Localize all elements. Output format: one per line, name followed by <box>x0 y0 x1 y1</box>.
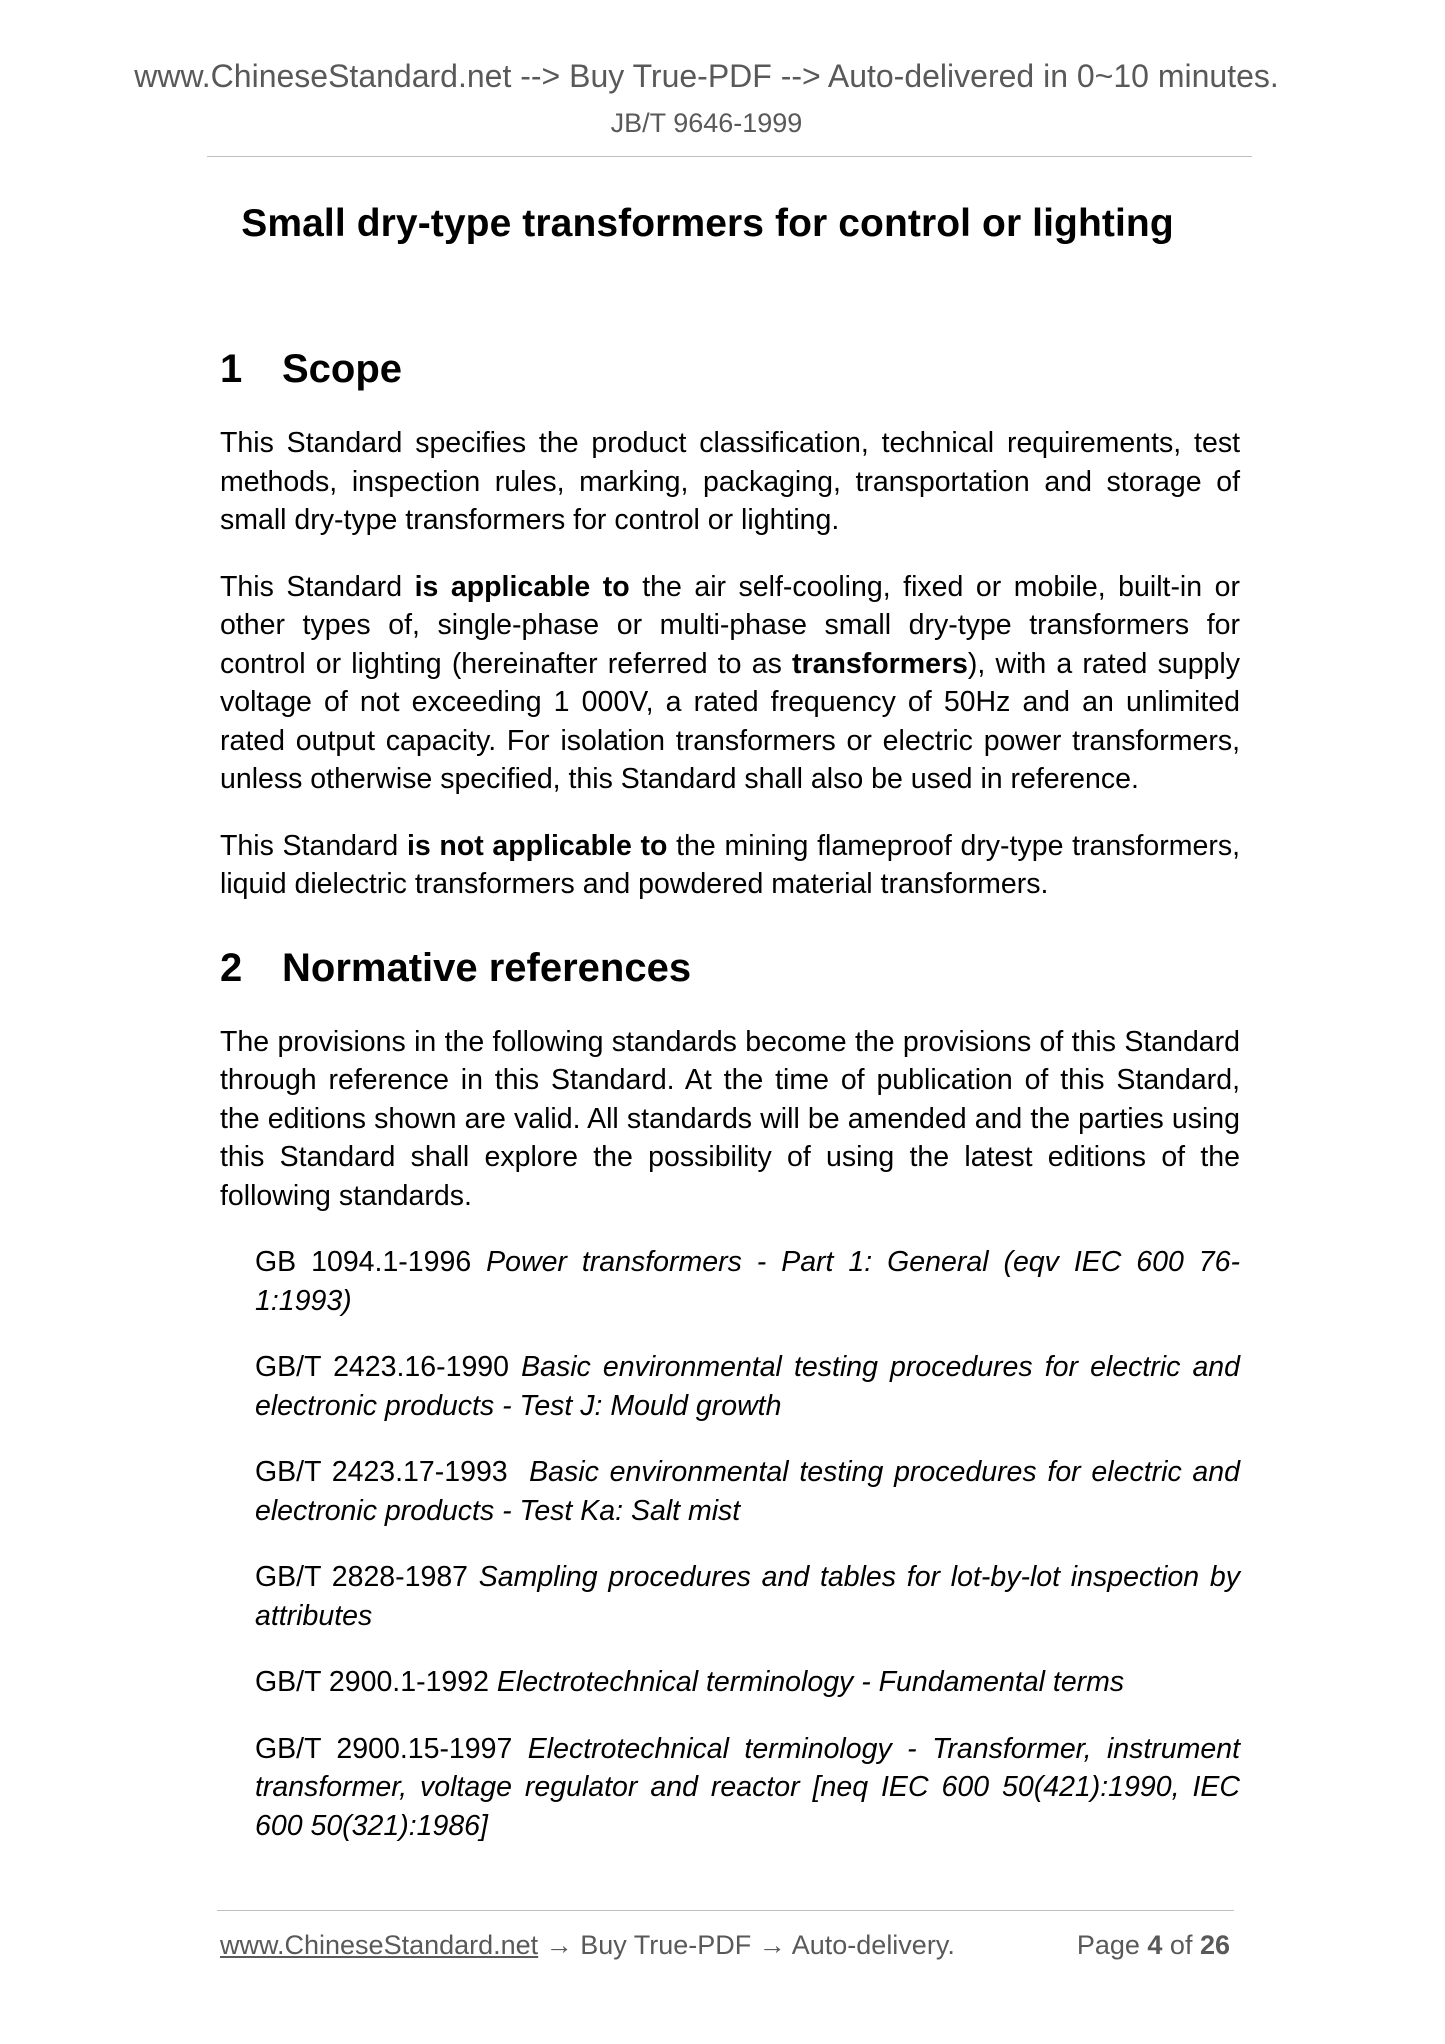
normative-intro-paragraph: The provisions in the following standards become the provisions of this Standard through reference in this Standard. At the time of publication of this Standard, the editions shown are valid. All standards will be amended and the parties using this Standard shall explore the possibility of using the latest editions of the following standards. <box>220 1025 1240 1212</box>
scope-paragraph-1: This Standard specifies the product classification, technical requirements, test methods, inspection rules, marking, packaging, transportation and storage of small dry-type transformers for control or lighting. <box>220 427 1240 536</box>
reference-item <box>255 1453 1240 1530</box>
page-footer <box>220 1928 1230 1962</box>
reference-item <box>255 1243 1240 1320</box>
reference-item <box>255 1558 1240 1635</box>
reference-title: Power transformers - Part 1: General (eqv IEC 600 76-1:1993) <box>255 1246 1240 1317</box>
header-divider <box>207 156 1252 157</box>
scope-paragraph-3: This Standard is not applicable to the mining flameproof dry-type transformers, liquid dielectric transformers and powdered material transformers. <box>220 829 1240 900</box>
reference-title: Basic environmental testing procedures for electric and electronic products - Test J: Mould growth <box>255 1351 1240 1422</box>
emphasis-applicable: is applicable to <box>414 570 630 603</box>
reference-title: Electrotechnical terminology - Fundamental terms <box>496 1666 1125 1698</box>
reference-item <box>255 1730 1240 1846</box>
reference-item <box>255 1663 1240 1702</box>
document-body <box>220 344 1240 1845</box>
section-number: 1 <box>220 347 243 391</box>
page-number: Page 4 of 26 <box>1076 1930 1230 1960</box>
reference-code: GB 1094.1-1996 <box>255 1246 487 1278</box>
footer-promo-tail: → Buy True-PDF → Auto-delivery. <box>538 1930 955 1960</box>
emphasis-transformers: transformers <box>792 647 968 680</box>
header-promo-line: www.ChineseStandard.net --> Buy True-PDF --> Auto-delivered in 0~10 minutes. <box>134 58 1279 94</box>
reference-code: GB/T 2423.16-1990 <box>255 1351 522 1383</box>
reference-code: GB/T 2900.1-1992 <box>255 1666 497 1698</box>
section-heading-scope <box>220 344 1240 394</box>
page-current: 4 <box>1147 1930 1163 1960</box>
emphasis-not-applicable: is not applicable to <box>406 829 668 862</box>
reference-item <box>255 1348 1240 1425</box>
reference-code: GB/T 2828-1987 <box>255 1561 479 1593</box>
reference-code: GB/T 2423.17-1993 <box>255 1456 530 1488</box>
section-title: Normative references <box>282 945 692 990</box>
section-number: 2 <box>220 945 243 990</box>
footer-promo <box>220 1930 955 1960</box>
section-heading-normative-references <box>220 943 1240 993</box>
reference-code: GB/T 2900.15-1997 <box>255 1732 528 1765</box>
scope-paragraph-2: This Standard is applicable to the air self-cooling, fixed or mobile, built-in or other types of, single-phase or multi-phase small dry-type transformers for control or lighting (hereinafter referred to as transformers), with a rated supply voltage of not exceeding 1 000V, a rated frequency of 50Hz and an unlimited rated output capacity. For isolation transformers or electric power transformers, unless otherwise specified, this Standard shall also be used in reference. <box>220 570 1240 795</box>
document-title: Small dry-type transformers for control or lighting <box>241 202 1174 245</box>
page-header <box>0 56 1445 140</box>
footer-site-link[interactable]: www.ChineseStandard.net <box>220 1930 539 1960</box>
section-title: Scope <box>282 347 403 391</box>
header-standard-code: JB/T 9646-1999 <box>610 108 803 138</box>
reference-title: Basic environmental testing procedures for electric and electronic products - Test Ka: Salt mist <box>255 1456 1240 1527</box>
page-total: 26 <box>1199 1930 1230 1960</box>
footer-divider <box>217 1910 1234 1911</box>
reference-title: Sampling procedures and tables for lot-by-lot inspection by attributes <box>255 1561 1240 1632</box>
reference-title: Electrotechnical terminology - Transformer, instrument transformer, voltage regulator and reactor [neq IEC 600 50(421):1990, IEC 600 50(321):1986] <box>255 1732 1240 1842</box>
